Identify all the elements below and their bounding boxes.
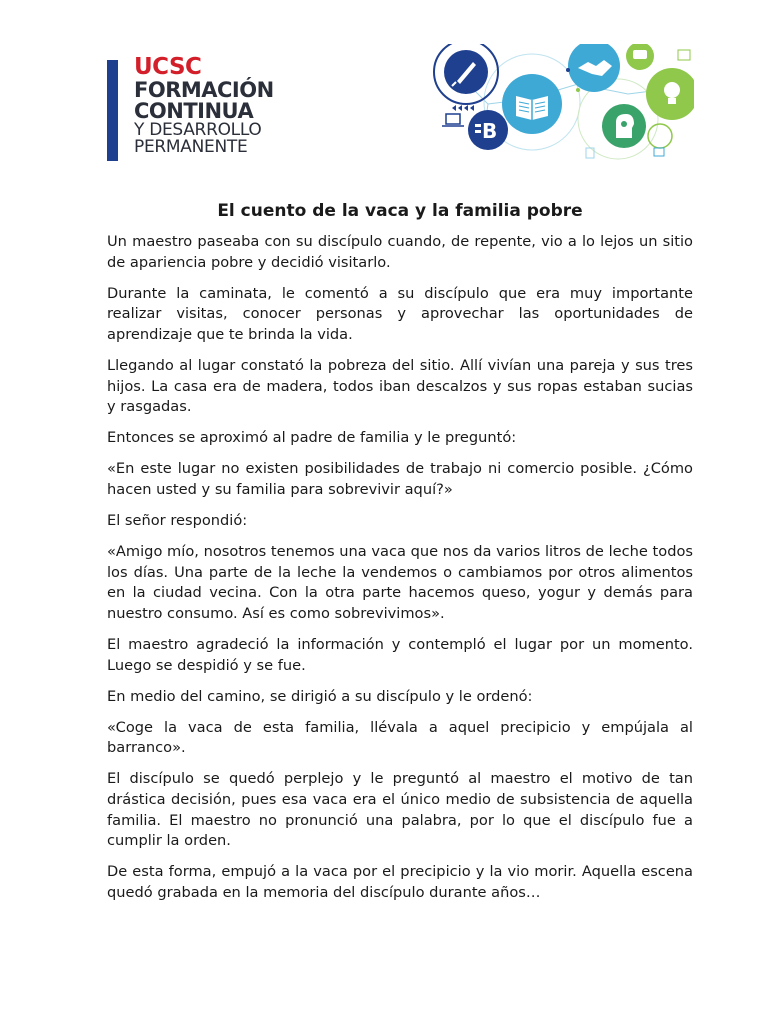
paragraph: «En este lugar no existen posibilidades de trabajo ni comercio posible. ¿Cómo hacen usted y su familia para sobrevivir aquí?» bbox=[107, 460, 693, 498]
logo-permanente-text: PERMANENTE bbox=[134, 137, 248, 157]
paragraph: Entonces se aproximó al padre de familia y le preguntó: bbox=[107, 429, 517, 447]
logo-desarrollo-text: Y DESARROLLO bbox=[134, 120, 262, 140]
paragraph: El señor respondió: bbox=[107, 512, 248, 530]
logo-continua-text: CONTINUA bbox=[134, 99, 254, 123]
logo-ucsc-text: UCSC bbox=[134, 54, 202, 80]
paragraph: El maestro agradeció la información y contempló el lugar por un momento. Luego se despidió y se fue. bbox=[107, 636, 693, 674]
lightbulb-icon bbox=[646, 68, 694, 120]
paragraph: «Coge la vaca de esta familia, llévala a aquel precipicio y empújala al barranco». bbox=[107, 718, 693, 757]
chat-icon bbox=[626, 44, 654, 70]
paragraph: Un maestro paseaba con su discípulo cuando, de repente, vio a lo lejos un sitio de apariencia pobre y decidió visitarlo. bbox=[107, 233, 693, 271]
laptop-icon bbox=[442, 114, 464, 126]
book-icon bbox=[502, 74, 562, 134]
page-header bbox=[0, 0, 768, 175]
svg-text:B: B bbox=[482, 119, 498, 143]
paragraph: El discípulo se quedó perplejo y le preguntó al maestro el motivo de tan drástica decisión, pues esa vaca era el único medio de subsistencia de aquella familia. El maestro no pronunció una palabra, por lo que el discípulo fue a cumplir la orden. bbox=[107, 770, 693, 850]
paragraph: «Amigo mío, nosotros tenemos una vaca que nos da varios litros de leche todos los días. Una parte de la leche la vendemos o cambiamos por otros alimentos en la ciudad vecina. Con la otra parte hacemos queso, yogur y demás para nuestro consumo. Así es como sobrevivimos». bbox=[107, 543, 693, 622]
document-title: El cuento de la vaca y la familia pobre bbox=[217, 201, 583, 221]
document-body bbox=[107, 200, 693, 914]
b-letter-icon bbox=[468, 110, 508, 150]
logo-formacion-text: FORMACIÓN bbox=[134, 78, 274, 102]
ucsc-logo bbox=[134, 56, 274, 156]
education-banner-graphic bbox=[428, 44, 694, 164]
gear-head-icon bbox=[602, 104, 646, 148]
rocket-icon bbox=[434, 44, 498, 104]
paragraph: De esta forma, empujó a la vaca por el precipicio y la vio morir. Aquella escena quedó grabada en la memoria del discípulo durante años… bbox=[107, 863, 693, 901]
paragraph: Llegando al lugar constató la pobreza del sitio. Allí vivían una pareja y sus tres hijos. La casa era de madera, todos iban descalzos y sus ropas estaban sucias y rasgadas. bbox=[107, 356, 693, 416]
logo-accent-bar bbox=[107, 60, 118, 161]
paragraph: En medio del camino, se dirigió a su discípulo y le ordenó: bbox=[107, 687, 533, 705]
paragraph: Durante la caminata, le comentó a su discípulo que era muy importante realizar visitas, conocer personas y aprovechar las oportunidades de aprendizaje que te brinda la vida. bbox=[107, 284, 693, 343]
